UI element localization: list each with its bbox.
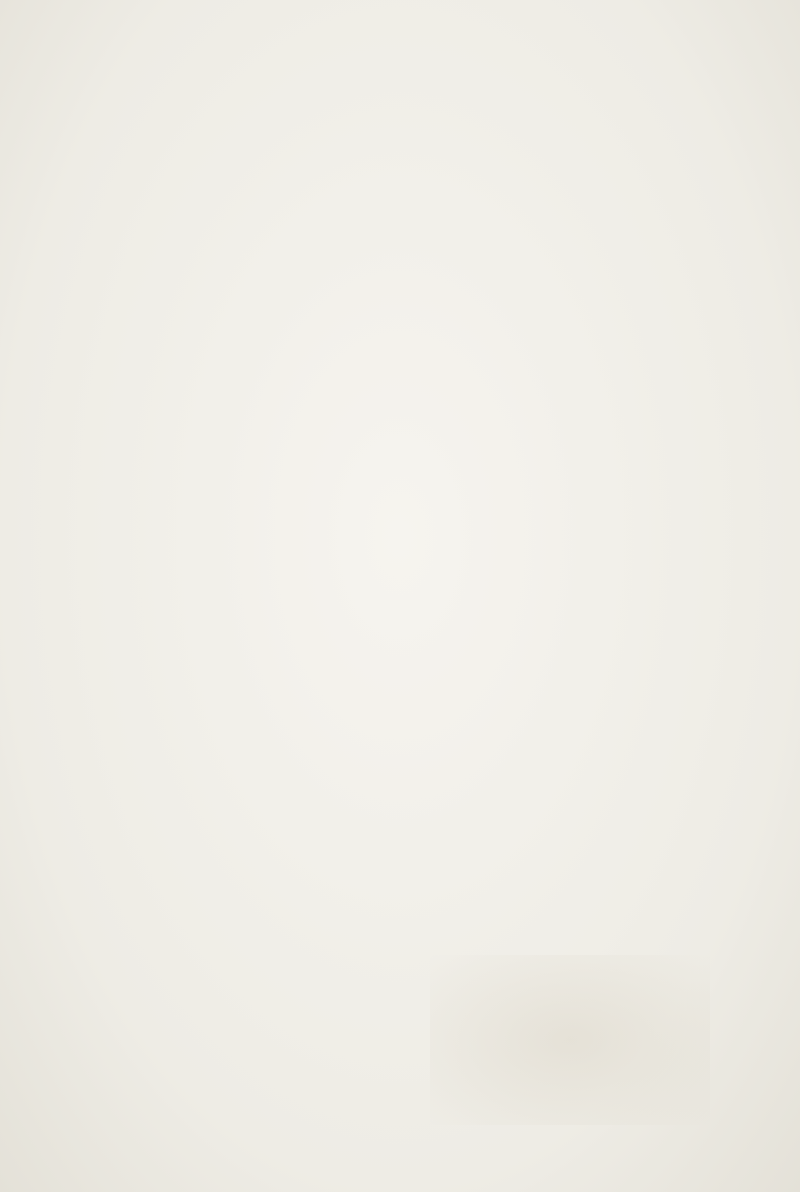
chapter-heading-continued xyxy=(412,93,772,114)
chapter-heading xyxy=(412,72,772,93)
right-text-column xyxy=(412,72,772,114)
paper-stain xyxy=(430,955,710,1125)
